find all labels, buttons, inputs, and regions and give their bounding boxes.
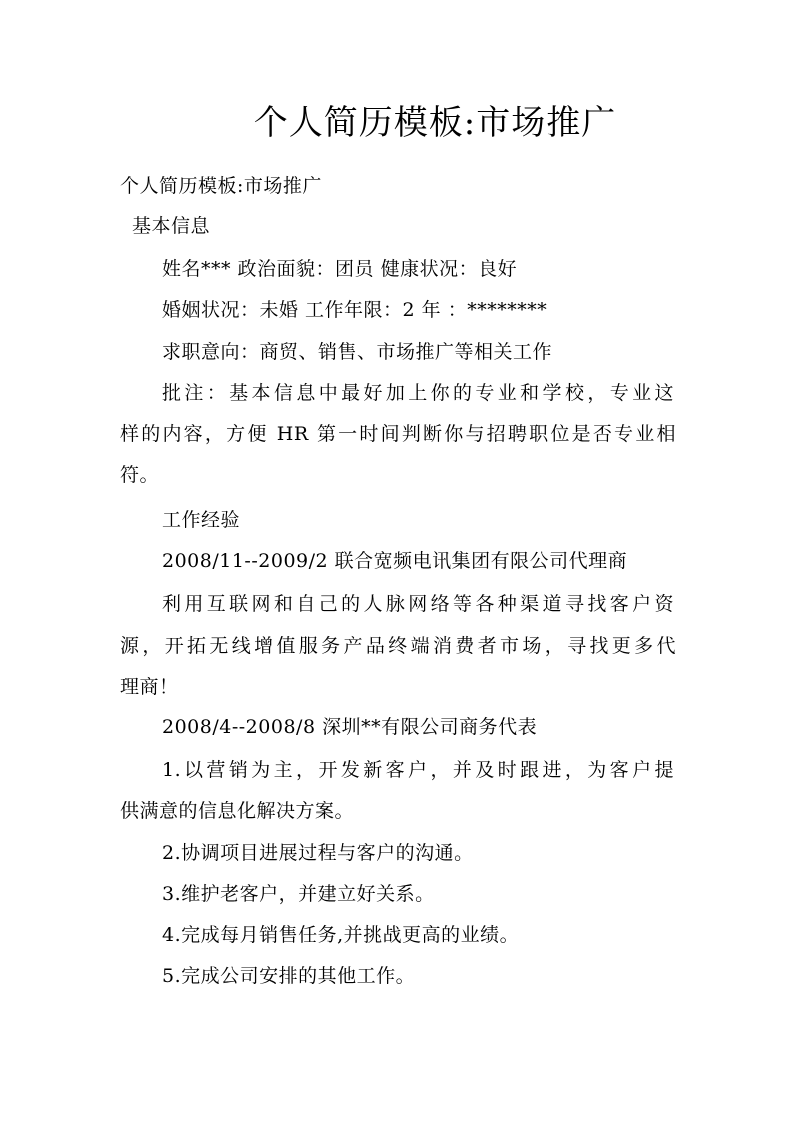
duty-line: 2.协调项目进展过程与客户的沟通。: [162, 842, 474, 864]
basic-info-line: 婚姻状况：未婚 工作年限：2 年 ：********: [162, 299, 548, 321]
note-line: 样的内容，方便 HR 第一时间判断你与招聘职位是否专业相: [120, 423, 676, 445]
duty-line: 5.完成公司安排的其他工作。: [162, 965, 416, 987]
job-period: 2008/11--2009/2 联合宽频电讯集团有限公司代理商: [162, 550, 628, 572]
job-description-line: 理商！: [120, 676, 179, 698]
page-title: 个人简历模板:市场推广: [253, 103, 617, 143]
duty-line: 3.维护老客户，并建立好关系。: [162, 883, 435, 905]
note-line: 符。: [120, 464, 160, 486]
basic-info-line: 姓名*** 政治面貌：团员 健康状况：良好: [162, 258, 518, 280]
subtitle: 个人简历模板:市场推广: [120, 175, 322, 197]
job-period: 2008/4--2008/8 深圳**有限公司商务代表: [162, 716, 538, 738]
job-description-line: 利用互联网和自己的人脉网络等各种渠道寻找客户资: [162, 593, 674, 615]
job-description-line: 源，开拓无线增值服务产品终端消费者市场，寻找更多代: [120, 635, 676, 657]
basic-info-heading: 基本信息: [132, 215, 211, 237]
duty-line: 供满意的信息化解决方案。: [120, 800, 355, 822]
duty-line: 1.以营销为主，开发新客户，并及时跟进，为客户提: [162, 759, 674, 781]
note-line: 批注：基本信息中最好加上你的专业和学校，专业这: [162, 382, 674, 404]
work-experience-heading: 工作经验: [162, 509, 241, 531]
job-intention-line: 求职意向：商贸、销售、市场推广等相关工作: [162, 341, 553, 363]
duty-line: 4.完成每月销售任务,并挑战更高的业绩。: [162, 924, 520, 946]
